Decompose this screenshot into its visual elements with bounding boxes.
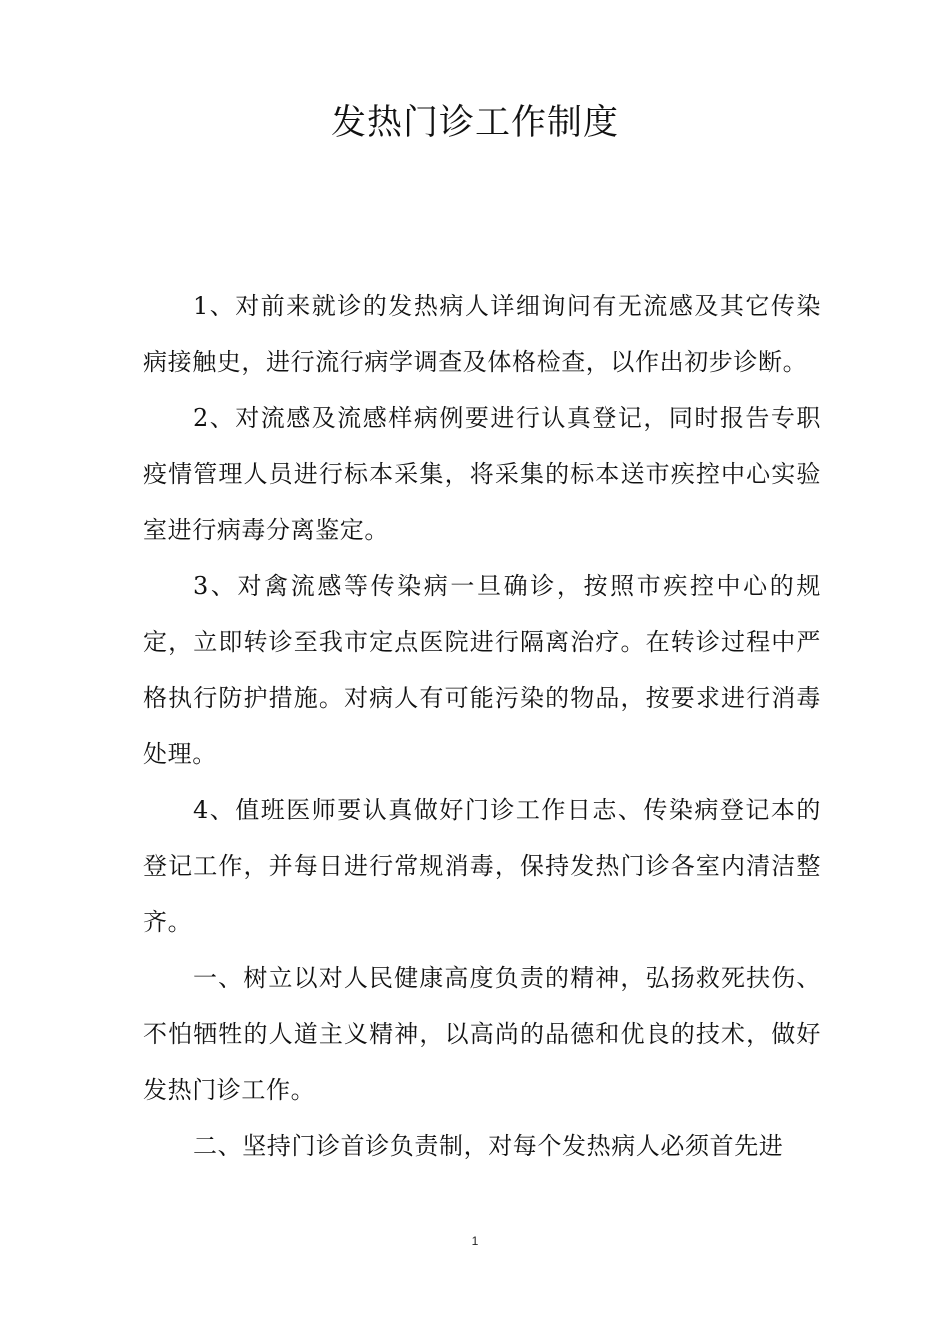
paragraph-4: 4、值班医师要认真做好门诊工作日志、传染病登记本的登记工作，并每日进行常规消毒，保持发热门诊各室内清洁整齐。 [143,796,821,936]
paragraph-5: 一、树立以对人民健康高度负责的精神，弘扬救死扶伤、不怕牺牲的人道主义精神，以高尚的品德和优良的技术，做好发热门诊工作。 [143,964,821,1104]
page-number: 1 [471,1234,479,1248]
document-title: 发热门诊工作制度 [330,103,619,143]
paragraph-6: 二、坚持门诊首诊负责制，对每个发热病人必须首先进 [193,1132,784,1160]
paragraph-2: 2、对流感及流感样病例要进行认真登记，同时报告专职疫情管理人员进行标本采集，将采集的标本送市疾控中心实验室进行病毒分离鉴定。 [143,404,821,544]
paragraph-3: 3、对禽流感等传染病一旦确诊，按照市疾控中心的规定，立即转诊至我市定点医院进行隔离治疗。在转诊过程中严格执行防护措施。对病人有可能污染的物品，按要求进行消毒处理。 [143,572,821,768]
document-body [143,278,821,1174]
paragraph-1: 1、对前来就诊的发热病人详细询问有无流感及其它传染病接触史，进行流行病学调查及体格检查，以作出初步诊断。 [143,292,821,376]
